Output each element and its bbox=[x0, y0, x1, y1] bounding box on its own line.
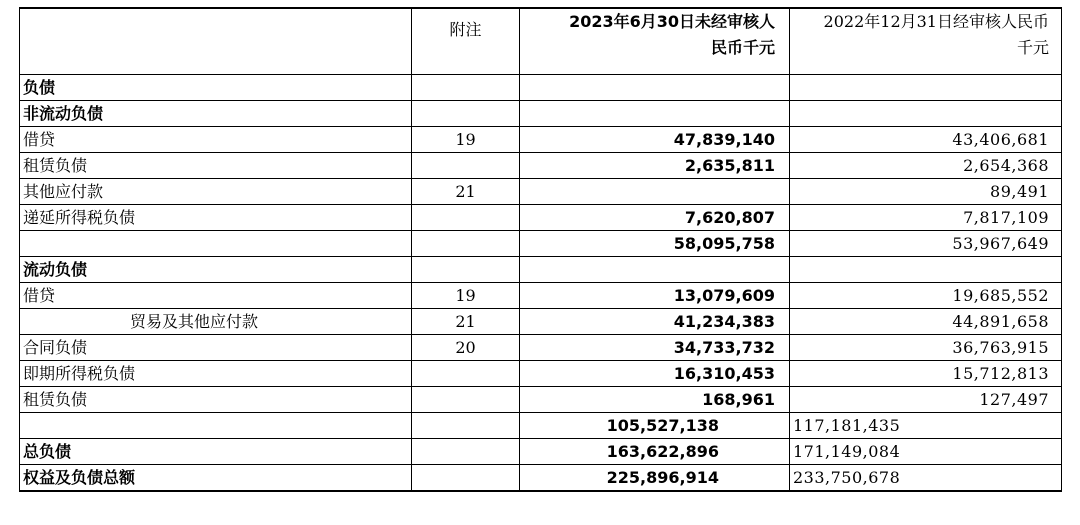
row-label: 借贷 bbox=[20, 283, 412, 309]
table-row bbox=[20, 361, 1062, 387]
row-current: 47,839,140 bbox=[520, 127, 790, 153]
row-note: 21 bbox=[412, 179, 520, 205]
non-current-subtotal-current: 58,095,758 bbox=[520, 231, 790, 257]
header-current-line2: 民币千元 bbox=[710, 38, 775, 57]
row-prior: 15,712,813 bbox=[790, 361, 1062, 387]
row-current: 34,733,732 bbox=[520, 335, 790, 361]
row-note bbox=[412, 205, 520, 231]
total-liabilities-prior: 171,149,084 bbox=[790, 439, 1062, 465]
row-current: 168,961 bbox=[520, 387, 790, 413]
total-row bbox=[20, 439, 1062, 465]
row-label: 租赁负债 bbox=[20, 387, 412, 413]
table-row bbox=[20, 387, 1062, 413]
table-row bbox=[20, 153, 1062, 179]
subtotal-row bbox=[20, 231, 1062, 257]
row-label: 合同负债 bbox=[20, 335, 412, 361]
table-row bbox=[20, 283, 1062, 309]
row-label: 即期所得税负债 bbox=[20, 361, 412, 387]
row-current: 2,635,811 bbox=[520, 153, 790, 179]
row-label: 递延所得税负债 bbox=[20, 205, 412, 231]
row-current: 16,310,453 bbox=[520, 361, 790, 387]
total-equity-liabilities-current: 225,896,914 bbox=[520, 465, 790, 492]
row-prior: 43,406,681 bbox=[790, 127, 1062, 153]
row-prior: 44,891,658 bbox=[790, 309, 1062, 335]
current-subtotal-prior: 117,181,435 bbox=[790, 413, 1062, 439]
table-row bbox=[20, 179, 1062, 205]
row-label: 贸易及其他应付款 bbox=[20, 309, 412, 335]
subtotal-row bbox=[20, 413, 1062, 439]
header-note: 附注 bbox=[412, 8, 520, 75]
header-prior-line2: 千元 bbox=[1016, 38, 1049, 57]
total-row bbox=[20, 465, 1062, 492]
total-equity-liabilities-prior: 233,750,678 bbox=[790, 465, 1062, 492]
row-current: 13,079,609 bbox=[520, 283, 790, 309]
non-current-subtotal-prior: 53,967,649 bbox=[790, 231, 1062, 257]
row-note: 19 bbox=[412, 127, 520, 153]
section-non-current: 非流动负债 bbox=[20, 101, 412, 127]
total-equity-liabilities-label: 权益及负债总额 bbox=[20, 465, 412, 492]
table-row bbox=[20, 335, 1062, 361]
row-note bbox=[412, 153, 520, 179]
header-current-line1: 2023年6月30日未经审核人 bbox=[569, 12, 775, 31]
row-current: 7,620,807 bbox=[520, 205, 790, 231]
section-liabilities: 负债 bbox=[20, 75, 412, 101]
row-current: 41,234,383 bbox=[520, 309, 790, 335]
row-prior: 127,497 bbox=[790, 387, 1062, 413]
current-subtotal-current: 105,527,138 bbox=[520, 413, 790, 439]
row-note: 19 bbox=[412, 283, 520, 309]
balance-sheet-table bbox=[19, 7, 1062, 492]
row-prior: 36,763,915 bbox=[790, 335, 1062, 361]
header-prior-line1: 2022年12月31日经审核人民币 bbox=[823, 12, 1049, 31]
header-prior-period bbox=[790, 8, 1062, 75]
row-prior: 19,685,552 bbox=[790, 283, 1062, 309]
row-prior: 89,491 bbox=[790, 179, 1062, 205]
table-row bbox=[20, 309, 1062, 335]
row-current bbox=[520, 179, 790, 205]
row-note bbox=[412, 387, 520, 413]
row-label: 租赁负债 bbox=[20, 153, 412, 179]
row-label: 借贷 bbox=[20, 127, 412, 153]
total-liabilities-label: 总负债 bbox=[20, 439, 412, 465]
row-prior: 7,817,109 bbox=[790, 205, 1062, 231]
header-row bbox=[20, 8, 1062, 75]
section-current: 流动负债 bbox=[20, 257, 412, 283]
row-note: 21 bbox=[412, 309, 520, 335]
total-liabilities-current: 163,622,896 bbox=[520, 439, 790, 465]
row-prior: 2,654,368 bbox=[790, 153, 1062, 179]
header-label-cell bbox=[20, 8, 412, 75]
section-row bbox=[20, 75, 1062, 101]
row-note: 20 bbox=[412, 335, 520, 361]
header-current-period bbox=[520, 8, 790, 75]
section-row bbox=[20, 257, 1062, 283]
table-row bbox=[20, 205, 1062, 231]
row-note bbox=[412, 361, 520, 387]
table-row bbox=[20, 127, 1062, 153]
section-row bbox=[20, 101, 1062, 127]
row-label: 其他应付款 bbox=[20, 179, 412, 205]
